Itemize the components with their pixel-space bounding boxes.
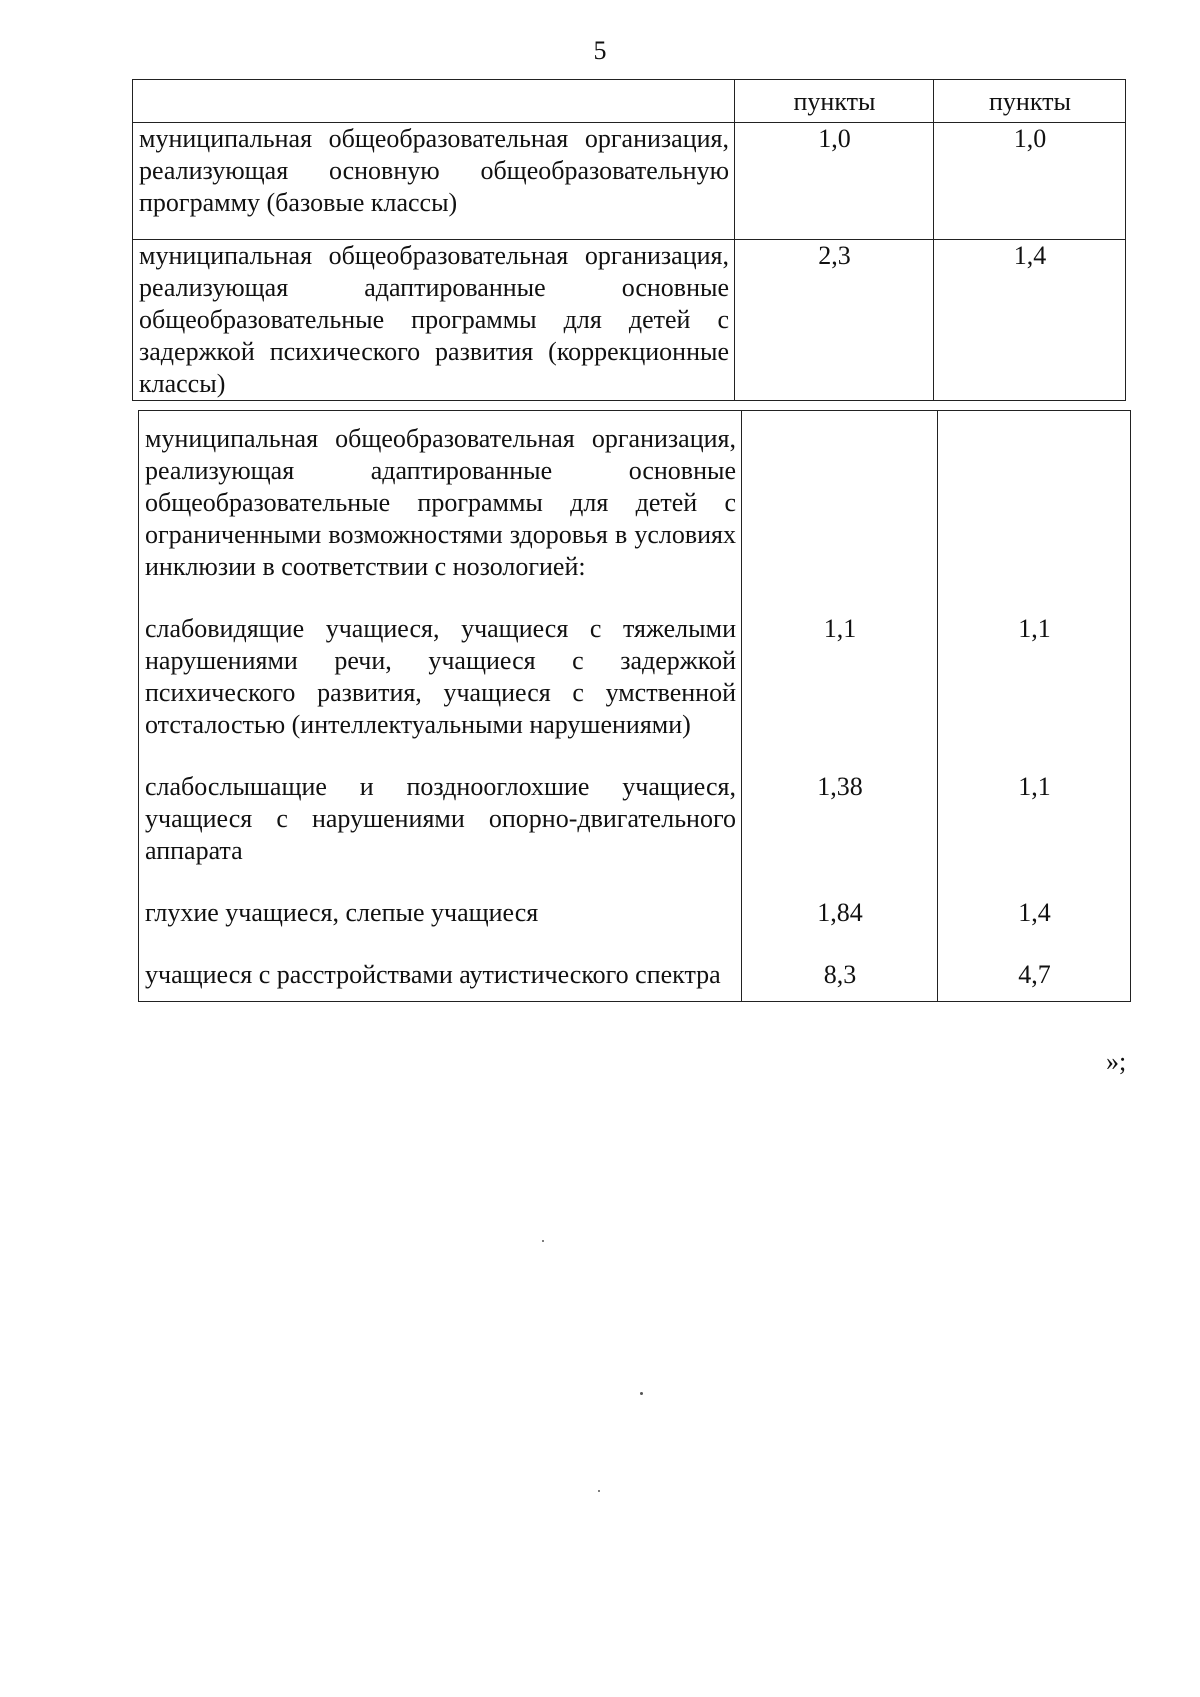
coefficients-table-top: [132, 79, 1126, 401]
page-number: 5: [593, 36, 607, 65]
row-value-2: 1,1: [938, 583, 1131, 741]
row-value-2: 1,0: [934, 123, 1126, 240]
empty-cell: [938, 411, 1131, 584]
scan-speck: [598, 1490, 600, 1492]
row-value-1: 2,3: [735, 240, 934, 401]
row-value-2: 4,7: [938, 929, 1131, 1002]
table-row: [139, 867, 1131, 929]
row-description: муниципальная общеобразовательная организация, реализующая адаптированные основные общеобразовательные программы для детей с задержкой психического развития (коррекционные классы): [133, 240, 735, 401]
table-row: [139, 741, 1131, 867]
header-cell-points-2: пункты: [934, 80, 1126, 123]
row-value-1: 8,3: [742, 929, 938, 1002]
row-description: слабослышащие и позднооглохшие учащиеся, учащиеся с нарушениями опорно-двигательного аппарата: [139, 741, 742, 867]
row-description: учащиеся с расстройствами аутистического спектра: [139, 929, 742, 1002]
header-cell-points-1: пункты: [735, 80, 934, 123]
scan-speck: [542, 1240, 544, 1242]
coefficients-table-inclusion: [138, 410, 1131, 1002]
closing-quote-mark: »;: [1106, 1047, 1127, 1076]
row-value-2: 1,1: [938, 741, 1131, 867]
row-value-1: 1,38: [742, 741, 938, 867]
row-description: слабовидящие учащиеся, учащиеся с тяжелыми нарушениями речи, учащиеся с задержкой психического развития, учащиеся с умственной отсталостью (интеллектуальными нарушениями): [139, 583, 742, 741]
table-header-row: [133, 80, 1126, 123]
row-value-2: 1,4: [938, 867, 1131, 929]
inclusion-intro-text: муниципальная общеобразовательная организация, реализующая адаптированные основные общеобразовательные программы для детей с ограниченными возможностями здоровья в условиях инклюзии в соответствии с нозологией:: [139, 411, 742, 584]
row-value-2: 1,4: [934, 240, 1126, 401]
row-value-1: 1,0: [735, 123, 934, 240]
table-row: [133, 240, 1126, 401]
table-row-intro: [139, 411, 1131, 584]
row-value-1: 1,84: [742, 867, 938, 929]
row-value-1: 1,1: [742, 583, 938, 741]
header-cell-empty: [133, 80, 735, 123]
table-row: [139, 929, 1131, 1002]
table-row: [139, 583, 1131, 741]
table-row: [133, 123, 1126, 240]
empty-cell: [742, 411, 938, 584]
row-description: глухие учащиеся, слепые учащиеся: [139, 867, 742, 929]
row-description: муниципальная общеобразовательная организация, реализующая основную общеобразовательную программу (базовые классы): [133, 123, 735, 240]
scan-speck: [640, 1392, 643, 1395]
